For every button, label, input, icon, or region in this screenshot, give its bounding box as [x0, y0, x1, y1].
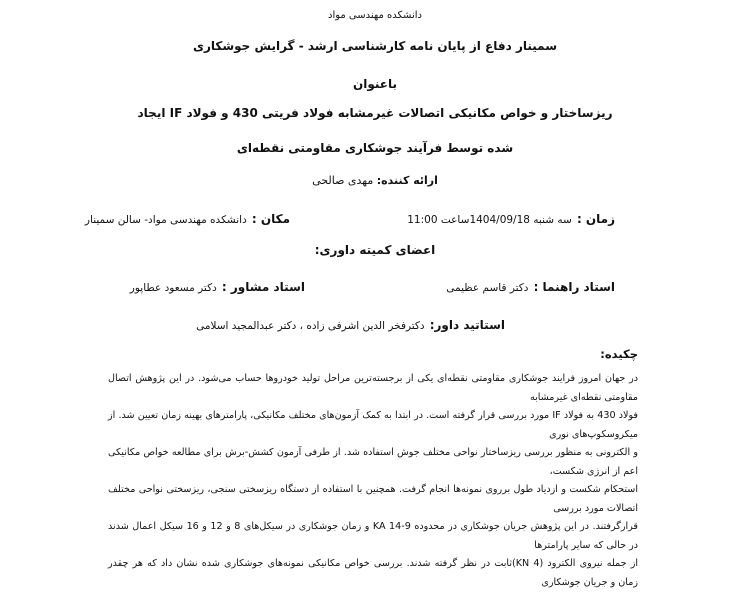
abstract-heading: چکیده: [600, 347, 638, 361]
abstract-line: استحکام شکست و ازدیاد طول برروی نمونه‌ها انجام گرفت. همچنین با استفاده از دستگاه ریزسختی سنجی، ریزسختی نواحی مختلف اتصالات مورد بررسی [108, 484, 638, 514]
referees-row [196, 314, 505, 333]
time-label: زمان : [576, 212, 615, 226]
thesis-title-line1: ریزساختار و خواص مکانیکی اتصالات غیرمشابه فولاد فریتی 430 و فولاد IF ایجاد [137, 106, 613, 120]
abstract-line: و الکترونی به منظور بررسی ریزساختار نواحی مختلف جوش استفاده شد. از طرفی آزمون کشش-برش برای مطالعه خواص مکانیکی اعم از انرژی شکست، [108, 447, 638, 477]
advisor-name: دکتر مسعود عطاپور [129, 282, 217, 294]
abstract-body [108, 370, 638, 592]
place-row [85, 208, 290, 227]
presenter-name: مهدی صالحی [312, 174, 374, 187]
supervisor-row [446, 276, 615, 295]
presenter-line [0, 174, 750, 187]
advisor-row [130, 276, 305, 295]
thesis-title-line2: شده توسط فرآیند جوشکاری مقاومتی نقطه‌ای [236, 141, 514, 155]
supervisor-label: استاد راهنما : [533, 280, 615, 294]
place-value: دانشکده مهندسی مواد- سالن سمینار [84, 214, 247, 226]
time-row [407, 208, 615, 227]
time-value: سه شنبه 1404/09/18ساعت 11:00 [407, 214, 572, 226]
referees-label: استاتید داور: [429, 318, 505, 332]
abstract-line: فولاد 430 به فولاد IF مورد بررسی قرار گرفته است. در ابتدا به کمک آزمون‌های مختلف مکانیکی، پارامترهای بهینه زمان تعیین شد. از میکروسکوپ‌های نوری [108, 410, 638, 440]
referees-names: دکترفخر الدین اشرفی زاده ، دکتر عبدالمجید اسلامی [196, 320, 425, 332]
abstract-line: از جمله نیروی الکترود (KN 4)ثابت در نظر گرفته شدند. بررسی خواص مکانیکی نمونه‌های جوشکاری شده نشان داد که هر چقدر زمان و جریان جوشکاری [108, 558, 638, 588]
subject-label: باعنوان [353, 77, 397, 91]
committee-heading: اعضای کمیته داوری: [314, 243, 436, 257]
supervisor-name: دکتر قاسم عظیمی [446, 282, 529, 294]
abstract-line: در جهان امروز فرایند جوشکاری مقاومتی نقطه‌ای یکی از برجسته‌ترین مراحل تولید خودروها حساب می‌شود. در این پژوهش اتصال مقاومتی نقطه‌ای غیرمشابه [108, 373, 638, 403]
seminar-title: سمینار دفاع از پایان نامه کارشناسی ارشد - گرایش جوشکاری [192, 39, 558, 53]
presenter-label: ارائه کننده: [376, 174, 438, 187]
advisor-label: استاد مشاور : [221, 280, 305, 294]
abstract-line: قرارگرفتند. در این پژوهش جریان جوشکاری در محدوده KA 14-9 و زمان جوشکاری در سیکل‌های 8 و 12 و 16 سیکل اعمال شدند در حالی که سایر پارامترها [108, 521, 639, 551]
place-label: مکان : [251, 212, 290, 226]
university-name: دانشکده مهندسی مواد [327, 10, 422, 21]
